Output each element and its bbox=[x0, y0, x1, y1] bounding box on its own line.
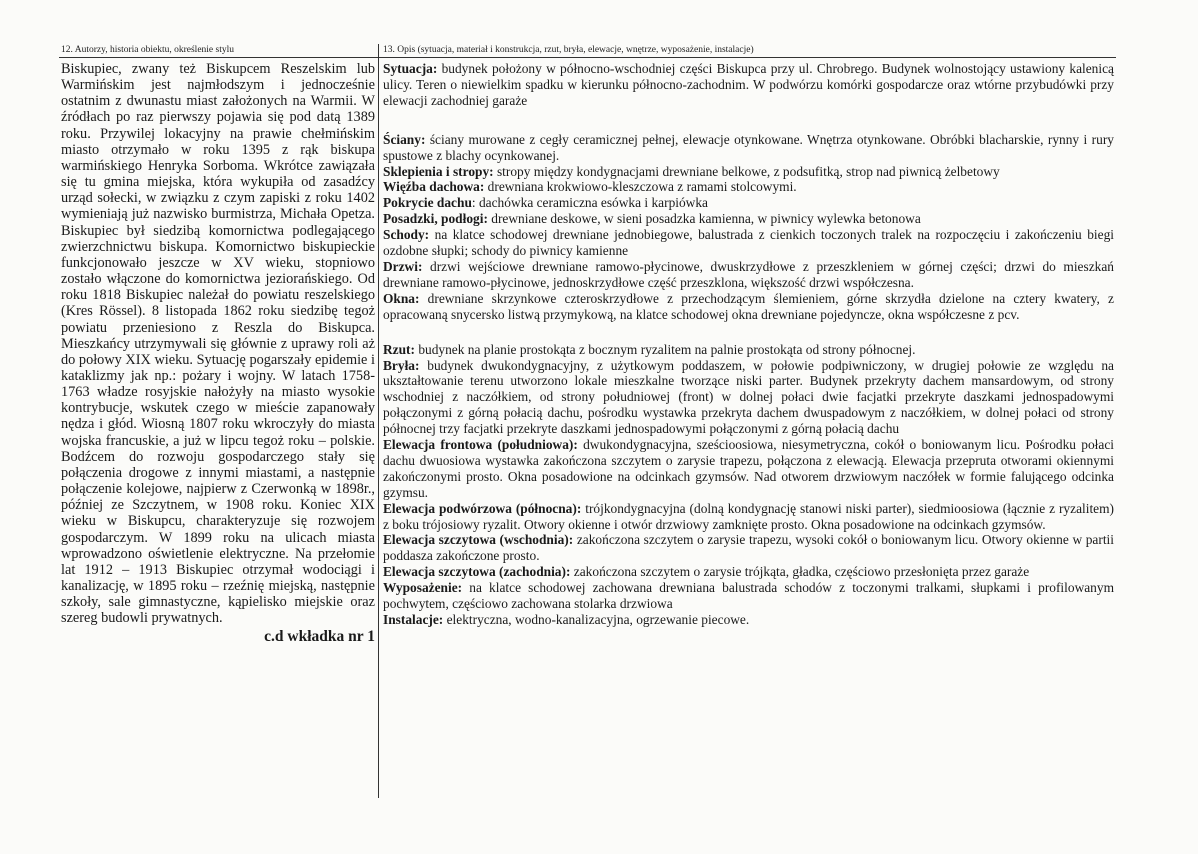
label-bryla: Bryła: bbox=[383, 357, 420, 373]
label-szczyt-wsch: Elewacja szczytowa (wschodnia): bbox=[383, 532, 574, 548]
section-schody bbox=[383, 227, 1114, 259]
text-sklepienia: stropy między kondygnacjami drewniane belkowe, z podsufitką, strop nad piwnicą żelbetowy bbox=[493, 163, 1000, 179]
label-wyposazenie: Wyposażenie: bbox=[383, 580, 463, 596]
text-schody: na klatce schodowej drewniane jednobiegowe, balustrada z cienkich toczonych tralek na rozpoczęciu i zakończeniu biegi ozdobne słupki; schody do piwnicy kamienne bbox=[383, 227, 1114, 259]
section-pokrycie bbox=[383, 195, 1114, 211]
text-rzut: budynek na planie prostokąta z bocznym ryzalitem na palnie prostokąta od strony północnej. bbox=[414, 341, 916, 357]
text-szczyt-zach: zakończona szczytem o zarysie trójkąta, gładka, częściowo przesłonięta przez garaże bbox=[570, 564, 1030, 580]
history-text: Biskupiec, zwany też Biskupcem Reszelskim lub Warmińskim jest najmłodszym i jednocześnie ostatnim z dwunastu miast założonych na Warmii. W źródłach po raz pierwszy pojawia się pod datą 1389 roku. Przywilej lokacyjny na prawie chełmińskim miasto otrzymało w roku 1395 z rąk biskupa warmińskiego Henryka Sorboma. Wkrótce zawiązała się tu gmina miejska, która wykupiła od zasadźcy urząd sołecki, w związku z czym zapiski z roku 1402 wymieniają już nazwisko burmistrza, Michała Opetza. Biskupiec był siedzibą komornictwa podlegającego zwierzchnictwu biskupa. Komornictwo biskupieckie funkcjonowało jeszcze w XV wieku, stopniowo zostało włączone do komornictwa jeziorańskiego. Od roku 1818 Biskupiec należał do powiatu reszelskiego (Kres Rössel). 8 listopada 1862 roku siedzibę tegoż powiatu przeniesiono z Reszla do Biskupca. Mieszkańcy utrzymywali się głównie z uprawy roli aż do połowy XIX wieku. Sytuację pogarszały epidemie i kataklizmy jak np.: pożary i wojny. W latach 1758-1763 władze rosyjskie nałożyły na miasto wysokie kontrybucje, wskutek czego w mieście zapanowały nędza i głód. Wiosną 1807 roku wkroczyły do miasta wojska francuskie, a już w lipcu tegoż roku – polskie. Bodźcem do rozwoju gospodarczego stały się połączenia drogowe z innymi miastami, a następnie połączenie kolejowe, najpierw z Czerwonką w 1898r., później ze Szczytnem, w 1908 roku. Koniec XIX wieku w Biskupcu, charakteryzuje się rozwojem gospodarczym. W 1899 roku na ulicach miasta wprowadzono oświetlenie elektryczne. Na przełomie lat 1912 – 1913 Biskupiec otrzymał wodociągi i kanalizację, w 1895 roku – rzeźnię miejską, następnie szkoły, sale gimnastyczne, kąpielisko miejskie oraz szereg budowli prywatnych. bbox=[61, 61, 375, 627]
section-okna bbox=[383, 291, 1114, 323]
section-szczyt-wsch bbox=[383, 532, 1114, 564]
section-sciany bbox=[383, 132, 1114, 164]
section-sytuacja bbox=[383, 61, 1114, 109]
section-podworzowa bbox=[383, 501, 1114, 533]
section-instalacje bbox=[383, 612, 1114, 628]
section-drzwi bbox=[383, 259, 1114, 291]
label-rzut: Rzut: bbox=[383, 341, 415, 357]
label-drzwi: Drzwi: bbox=[383, 258, 423, 274]
label-schody: Schody: bbox=[383, 227, 430, 243]
column-divider bbox=[378, 44, 379, 798]
label-szczyt-zach: Elewacja szczytowa (zachodnia): bbox=[383, 564, 571, 580]
section-wiezba bbox=[383, 179, 1114, 195]
label-pokrycie: Pokrycie dachu bbox=[383, 195, 472, 211]
label-instalacje: Instalacje: bbox=[383, 612, 444, 627]
section-wyposazenie bbox=[383, 580, 1114, 612]
text-szczyt-wsch: zakończona szczytem o zarysie trapezu, wysoki cokół o boniowanym licu. Otwory okienne w partii poddasza zakończone prosto. bbox=[383, 532, 1114, 564]
label-okna: Okna: bbox=[383, 290, 420, 306]
header-description: 13. Opis (sytuacja, materiał i konstrukcja, rzut, bryła, elewacje, wnętrze, wyposażenie, instalacje) bbox=[383, 45, 754, 55]
section-front bbox=[383, 437, 1114, 501]
text-sciany: ściany murowane z cegły ceramicznej pełnej, elewacje otynkowane. Wnętrza otynkowane. Obróbki blacharskie, rynny i rury spustowe z blachy ocynkowanej. bbox=[383, 131, 1114, 163]
label-podworzowa: Elewacja podwórzowa (północna): bbox=[383, 500, 582, 516]
text-drzwi: drzwi wejściowe drewniane ramowo-płycinowe, dwuskrzydłowe z przeszkleniem w górnej części; drzwi do mieszkań drewniane ramowo-płycinowe, jednoskrzydłowe część przeszklona, większość drzwi współczesna. bbox=[383, 258, 1114, 290]
text-posadzki: drewniane deskowe, w sieni posadzka kamienna, w piwnicy wylewka betonowa bbox=[487, 211, 921, 227]
text-wyposazenie: na klatce schodowej zachowana drewniana balustrada schodów z toczonymi tralkami, słupkami i profilowanym pochwytem, częściowo zachowana stolarka drzwiowa bbox=[383, 580, 1114, 612]
label-sklepienia: Sklepienia i stropy: bbox=[383, 163, 494, 179]
text-sytuacja: budynek położony w północno-wschodniej części Biskupca przy ul. Chrobrego. Budynek wolnostojący ustawiony kalenicą ulicy. Teren o niewielkim spadku w kierunku północno-zachodnim. W podwórzu komórki gospodarcze oraz wtórne przybudówki przy elewacji zachodniej garaże bbox=[383, 61, 1114, 108]
label-sytuacja: Sytuacja: bbox=[383, 61, 438, 76]
label-wiezba: Więźba dachowa: bbox=[383, 179, 485, 195]
history-column bbox=[61, 61, 375, 647]
text-podworzowa: trójkondygnacyjna (dolną kondygnację stanowi niski parter), siedmioosiowa (łącznie z ryzalitem) z boku trójosiowy ryzalit. Otwory okienne i otwór drzwiowy zamknięte prosto. Okna posadowione na odcinkach gzymsów. bbox=[383, 500, 1114, 532]
text-instalacje: elektryczna, wodno-kanalizacyjna, ogrzewanie piecowe. bbox=[443, 612, 750, 627]
text-front: dwukondygnacyjna, sześcioosiowa, niesymetryczna, cokół o boniowanym licu. Pośrodku połaci dachu dwuosiowa wystawka zakończona szczytem o zarysie trapezu, połączona z elewacją. Elewacja przepruta otworami okiennymi zakończonymi prosto. Okna posadowione na odcinkach gzymsów. Nad otworem drzwiowym naczółek w formie falującego odcinka gzymsu. bbox=[383, 437, 1114, 500]
text-okna: drewniane skrzynkowe czteroskrzydłowe z przechodzącym ślemieniem, górne skrzydła dzielone na cztery kwatery, z opracowaną snycersko listwą przymykową, na klatce schodowej okna drewniane pojedyncze, okna współczesne z pcv. bbox=[383, 290, 1114, 322]
section-posadzki bbox=[383, 211, 1114, 227]
text-wiezba: drewniana krokwiowo-kleszczowa z ramami stolcowymi. bbox=[484, 179, 797, 195]
label-sciany: Ściany: bbox=[383, 131, 426, 147]
text-pokrycie: : dachówka ceramiczna esówka i karpiówka bbox=[471, 195, 708, 211]
section-sklepienia bbox=[383, 164, 1114, 180]
label-front: Elewacja frontowa (południowa): bbox=[383, 437, 578, 453]
header-divider bbox=[59, 57, 1116, 58]
label-posadzki: Posadzki, podłogi: bbox=[383, 211, 488, 227]
description-column bbox=[383, 61, 1114, 628]
section-szczyt-zach bbox=[383, 564, 1114, 580]
text-bryla: budynek dwukondygnacyjny, z użytkowym poddaszem, w połowie podpiwniczony, w drugiej połowie ze względu na ukształtowanie terenu utworzono lokale mieszkalne tworzące niski parter. Budynek przekryty dachem mansardowym, od strony wschodniej z naczółkiem, od strony południowej (front) w dolnej połaci dwie facjatki przekryte daszkami jednospadowymi połączonymi z górną połacią dachu, pośrodku wystawka przekryta dachem dwuspadowym z naczółkiem, w dolnej połaci od strony północnej trzy facjatki przekryte daszkami jednospadowymi połączonymi z górną połacią dachu bbox=[383, 357, 1114, 437]
continuation-note: c.d wkładka nr 1 bbox=[264, 628, 375, 646]
header-history: 12. Autorzy, historia obiektu, określenie stylu bbox=[61, 45, 234, 55]
section-rzut bbox=[383, 342, 1114, 358]
section-bryla bbox=[383, 358, 1114, 438]
